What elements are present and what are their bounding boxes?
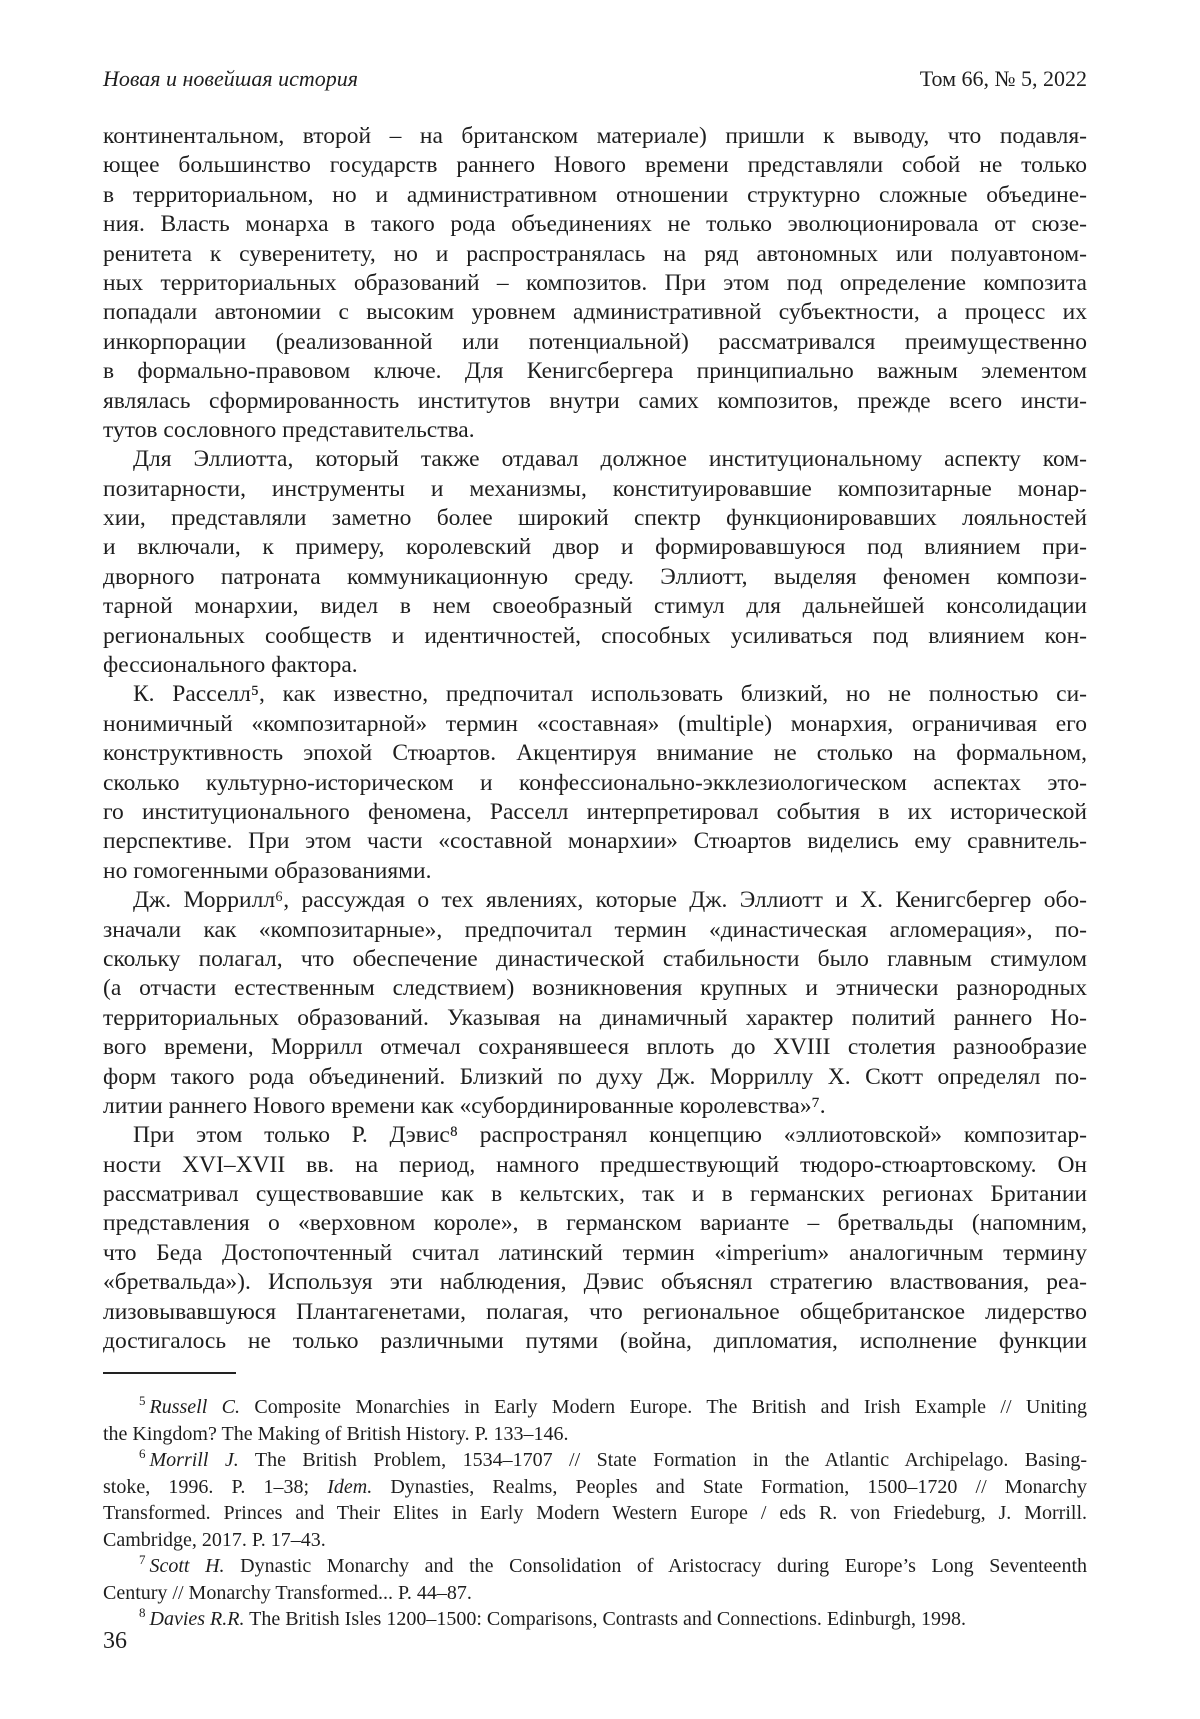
text-line: инкорпорации (реализованной или потенциальной) рассматривался преимущественно xyxy=(103,328,1087,357)
footnote-text: Century // Monarchy Transformed... P. 44–87. xyxy=(103,1582,472,1604)
footnote-line xyxy=(103,1394,1087,1421)
footnote-line xyxy=(103,1500,1087,1527)
text-line: литии раннего Нового времени как «субординированные королевства»⁷. xyxy=(103,1092,1087,1121)
paragraph xyxy=(103,1121,1087,1356)
footnote-text: Composite Monarchies in Early Modern Europe. The British and Irish Example // Uniting xyxy=(240,1396,1087,1418)
text-line: дворного патроната коммуникационную среду. Эллиотт, выделяя феномен компози- xyxy=(103,563,1087,592)
text-line: ности XVI–XVII вв. на период, намного предшествующий тюдоро-стюартовскому. Он xyxy=(103,1151,1087,1180)
footnote-text: Dynastic Monarchy and the Consolidation of Aristocracy during Europe’s Long Seventeenth xyxy=(225,1555,1087,1577)
text-line: фессионального фактора. xyxy=(103,651,1087,680)
text-line: форм такого рода объединений. Близкий по духу Дж. Морриллу Х. Скотт определял по- xyxy=(103,1063,1087,1092)
footnote-line xyxy=(103,1527,1087,1554)
paragraph xyxy=(103,680,1087,886)
text-line: позитарности, инструменты и механизмы, конституировавшие композитарные монар- xyxy=(103,475,1087,504)
footnote-line xyxy=(103,1580,1087,1607)
footnote-text: The British Isles 1200–1500: Comparisons, Contrasts and Connections. Edinburgh, 1998. xyxy=(244,1608,965,1630)
page-number: 36 xyxy=(103,1626,127,1656)
paragraph xyxy=(103,445,1087,680)
footnote-text: Dynasties, Realms, Peoples and State Formation, 1500–1720 // Monarchy xyxy=(372,1476,1087,1498)
journal-title: Новая и новейшая история xyxy=(103,64,358,94)
text-line: и включали, к примеру, королевский двор и формировавшуюся под влиянием при- xyxy=(103,533,1087,562)
footnote-number: 5 xyxy=(139,1393,146,1408)
text-line: ния. Власть монарха в такого рода объединениях не только эволюционировала от сюзе- xyxy=(103,210,1087,239)
footnote-number: 6 xyxy=(139,1446,146,1461)
text-line: Для Эллиотта, который также отдавал должное институциональному аспекту ком- xyxy=(103,445,1087,474)
text-line: «бретвальда»). Используя эти наблюдения, Дэвис объяснял стратегию властвования, реа- xyxy=(103,1268,1087,1297)
text-line: скольку полагал, что обеспечение династической стабильности было главным стимулом xyxy=(103,945,1087,974)
footnote-line xyxy=(103,1606,1087,1633)
text-line: но гомогенными образованиями. xyxy=(103,857,1087,886)
text-line: что Беда Достопочтенный считал латинский термин «imperium» аналогичным термину xyxy=(103,1239,1087,1268)
footnote-text: Transformed. Princes and Their Elites in Early Modern Western Europe / eds R. von Friedeburg, J. Morrill. xyxy=(103,1502,1087,1524)
text-line: К. Расселл⁵, как известно, предпочитал использовать близкий, но не полностью си- xyxy=(103,680,1087,709)
paragraph xyxy=(103,122,1087,445)
footnote xyxy=(103,1606,1087,1633)
text-line: в формально-правовом ключе. Для Кенигсбергера принципиально важным элементом xyxy=(103,357,1087,386)
footnote-author: Davies R.R. xyxy=(150,1608,245,1630)
text-line: Дж. Моррилл⁶, рассуждая о тех явлениях, которые Дж. Эллиотт и Х. Кенигсбергер обо- xyxy=(103,886,1087,915)
footnote-number: 8 xyxy=(139,1605,146,1620)
footnote-text: Cambridge, 2017. P. 17–43. xyxy=(103,1529,326,1551)
issue-info: Том 66, № 5, 2022 xyxy=(920,64,1087,94)
text-line: достигалось не только различными путями (война, дипломатия, исполнение функции xyxy=(103,1327,1087,1356)
text-line: (а отчасти естественным следствием) возникновения крупных и этнически разнородных xyxy=(103,974,1087,1003)
footnote-author: Scott H. xyxy=(150,1555,225,1577)
footnote-divider xyxy=(103,1372,236,1374)
text-line: перспективе. При этом части «составной монархии» Стюартов виделись ему сравнитель- xyxy=(103,827,1087,856)
text-line: го институционального феномена, Расселл интерпретировал события в их исторической xyxy=(103,798,1087,827)
footnote-text: The British Problem, 1534–1707 // State Formation in the Atlantic Archipelago. Basing- xyxy=(239,1449,1087,1471)
footnote-author: Morrill J. xyxy=(150,1449,239,1471)
text-line: нонимичный «композитарной» термин «составная» (multiple) монархия, ограничивая его xyxy=(103,710,1087,739)
footnote-line xyxy=(103,1553,1087,1580)
text-line: хии, представляли заметно более широкий спектр функционировавших лояльностей xyxy=(103,504,1087,533)
text-line: тутов сословного представительства. xyxy=(103,416,1087,445)
footnotes xyxy=(103,1394,1087,1633)
text-line: ренитета к суверенитету, но и распространялась на ряд автономных или полуавтоном- xyxy=(103,240,1087,269)
footnote xyxy=(103,1447,1087,1553)
article-body xyxy=(103,122,1087,1356)
footnote-number: 7 xyxy=(139,1552,146,1567)
paragraph xyxy=(103,886,1087,1121)
text-line: представления о «верховном короле», в германском варианте – бретвальды (напомним, xyxy=(103,1209,1087,1238)
text-line: являлась сформированность институтов внутри самих композитов, прежде всего инсти- xyxy=(103,387,1087,416)
text-line: в территориальном, но и административном отношении структурно сложные объедине- xyxy=(103,181,1087,210)
footnote-author: Idem. xyxy=(327,1476,372,1498)
text-line: континентальном, второй – на британском материале) пришли к выводу, что подавля- xyxy=(103,122,1087,151)
text-line: значали как «композитарные», предпочитал термин «династическая агломерация», по- xyxy=(103,916,1087,945)
text-line: ных территориальных образований – композитов. При этом под определение композита xyxy=(103,269,1087,298)
footnote xyxy=(103,1394,1087,1447)
text-line: территориальных образований. Указывая на динамичный характер политий раннего Но- xyxy=(103,1004,1087,1033)
footnote-author: Russell C. xyxy=(150,1396,241,1418)
text-line: тарной монархии, видел в нем своеобразный стимул для дальнейшей консолидации xyxy=(103,592,1087,621)
text-line: региональных сообществ и идентичностей, способных усиливаться под влиянием кон- xyxy=(103,622,1087,651)
footnote-text: stoke, 1996. P. 1–38; xyxy=(103,1476,327,1498)
text-line: сколько культурно-историческом и конфессионально-экклезиологическом аспектах это- xyxy=(103,769,1087,798)
text-line: рассматривал существовавшие как в кельтских, так и в германских регионах Британии xyxy=(103,1180,1087,1209)
text-line: При этом только Р. Дэвис⁸ распространял концепцию «эллиотовской» композитар- xyxy=(103,1121,1087,1150)
footnote-line xyxy=(103,1474,1087,1501)
text-line: ющее большинство государств раннего Нового времени представляли собой не только xyxy=(103,151,1087,180)
text-line: конструктивность эпохой Стюартов. Акцентируя внимание не столько на формальном, xyxy=(103,739,1087,768)
text-line: лизовывавшуюся Плантагенетами, полагая, что региональное общебританское лидерство xyxy=(103,1298,1087,1327)
footnote xyxy=(103,1553,1087,1606)
footnote-text: the Kingdom? The Making of British History. P. 133–146. xyxy=(103,1423,569,1445)
footnote-line xyxy=(103,1447,1087,1474)
text-line: вого времени, Моррилл отмечал сохранявшееся вплоть до XVIII столетия разнообразие xyxy=(103,1033,1087,1062)
footnote-line xyxy=(103,1421,1087,1448)
text-line: попадали автономии с высоким уровнем административной субъектности, а процесс их xyxy=(103,298,1087,327)
